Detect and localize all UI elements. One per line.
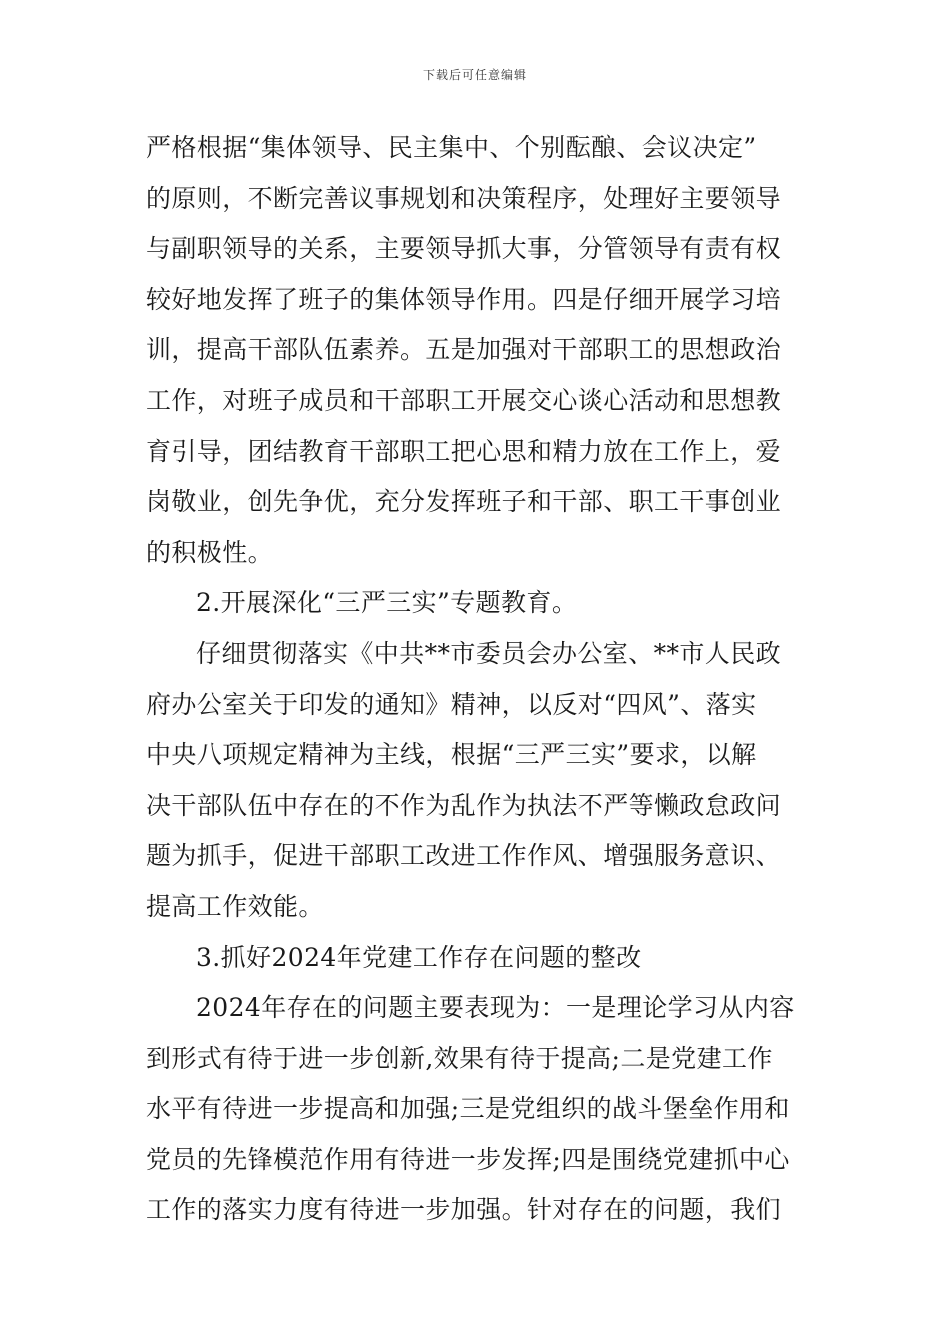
text-line-19: 到形式有待于进一步创新,效果有待于提高;二是党建工作 [146, 1043, 773, 1073]
text-line-8: 岗敬业，创先争优，充分发挥班子和干部、职工干事创业 [146, 487, 782, 517]
text-line-3: 与副职领导的关系，主要领导抓大事，分管领导有责有权 [146, 234, 782, 264]
text-line-4: 较好地发挥了班子的集体领导作用。四是仔细开展学习培 [146, 284, 782, 314]
text-line-11: 仔细贯彻落实《中共**市委员会办公室、**市人民政 [196, 638, 782, 668]
text-line-9: 的积极性。 [146, 537, 274, 567]
document-body [146, 123, 806, 1236]
text-line-20: 水平有待进一步提高和加强;三是党组织的战斗堡垒作用和 [146, 1094, 790, 1124]
text-line-7: 育引导，团结教育干部职工把心思和精力放在工作上，爱 [146, 436, 782, 466]
text-line-12: 府办公室关于印发的通知》精神，以反对“四风”、落实 [146, 689, 757, 719]
section-heading-3: 3.抓好2024年党建工作存在问题的整改 [196, 942, 642, 972]
text-line-2: 的原则，不断完善议事规划和决策程序，处理好主要领导 [146, 183, 782, 213]
text-line-22: 工作的落实力度有待进一步加强。针对存在的问题，我们 [146, 1195, 782, 1225]
section-heading-2: 2.开展深化“三严三实”专题教育。 [196, 588, 578, 618]
text-line-15: 题为抓手，促进干部职工改进工作作风、增强服务意识、 [146, 841, 782, 871]
text-line-1: 严格根据“集体领导、民主集中、个别酝酿、会议决定” [146, 133, 757, 162]
text-line-6: 工作，对班子成员和干部职工开展交心谈心活动和思想教 [146, 385, 782, 415]
text-line-18: 2024年存在的问题主要表现为：一是理论学习从内容 [196, 993, 795, 1023]
page-header: 下载后可任意编辑 [422, 68, 527, 82]
text-line-16: 提高工作效能。 [146, 891, 324, 921]
text-line-5: 训，提高干部队伍素养。五是加强对干部职工的思想政治 [146, 335, 782, 365]
text-line-21: 党员的先锋模范作用有待进一步发挥;四是围绕党建抓中心 [146, 1144, 790, 1174]
text-line-14: 决干部队伍中存在的不作为乱作为执法不严等懒政怠政问 [146, 790, 782, 820]
text-line-13: 中央八项规定精神为主线，根据“三严三实”要求，以解 [146, 740, 757, 770]
